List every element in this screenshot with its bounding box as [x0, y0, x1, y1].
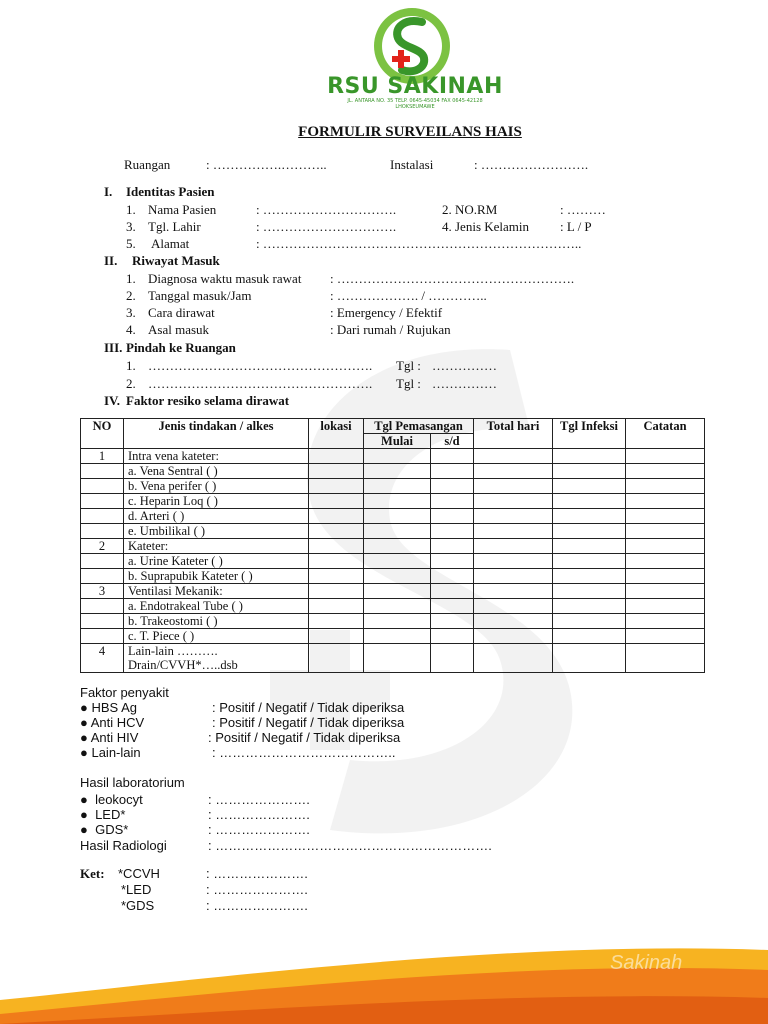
col-catatan: Catatan: [626, 419, 705, 449]
faktor-hbs-field[interactable]: : Positif / Negatif / Tidak diperiksa: [212, 700, 405, 715]
table-row: [81, 494, 705, 509]
instalasi-label: Instalasi: [390, 157, 434, 172]
alamat-field[interactable]: : ………………………………………………………………..: [256, 236, 582, 251]
cell-lokasi[interactable]: [309, 584, 364, 599]
cell-total[interactable]: [474, 464, 553, 479]
cell-catatan[interactable]: [626, 494, 705, 509]
logo-s-icon: [374, 8, 450, 84]
col-tgl-pemasangan: Tgl Pemasangan: [364, 419, 474, 434]
alamat-label: Alamat: [151, 236, 190, 251]
cell-lokasi[interactable]: [309, 524, 364, 539]
cell-jenis-text-2: Drain/CVVH*…..dsb: [128, 658, 238, 672]
cell-sd[interactable]: [431, 554, 474, 569]
lab-title: Hasil laboratorium: [80, 775, 185, 790]
cell-sd[interactable]: [431, 479, 474, 494]
ruangan-field[interactable]: : …………….………..: [206, 157, 327, 172]
faktor-hcv-label: ● Anti HCV: [80, 715, 145, 730]
cell-jenis-text: b. Trakeostomi ( ): [128, 614, 218, 628]
pindah-2-tgl-label: Tgl :: [396, 376, 421, 391]
tgl-lahir-field[interactable]: : ………………………….: [256, 219, 397, 234]
cell-sd[interactable]: [431, 614, 474, 629]
cell-infeksi[interactable]: [553, 569, 626, 584]
cell-total[interactable]: [474, 599, 553, 614]
col-sd: s/d: [431, 434, 474, 449]
cell-catatan[interactable]: [626, 524, 705, 539]
cell-mulai[interactable]: [364, 509, 431, 524]
cell-sd[interactable]: [431, 494, 474, 509]
cell-infeksi[interactable]: [553, 539, 626, 554]
cell-jenis: [124, 479, 309, 494]
cell-lokasi[interactable]: [309, 644, 364, 673]
cell-jenis: [124, 569, 309, 584]
cell-infeksi[interactable]: [553, 584, 626, 599]
section2-num: II.: [104, 253, 118, 268]
cell-no: [81, 464, 124, 479]
cell-total[interactable]: [474, 554, 553, 569]
cell-mulai[interactable]: [364, 614, 431, 629]
cell-jenis-text: b. Vena perifer ( ): [128, 479, 217, 493]
section2-title: Riwayat Masuk: [132, 253, 220, 268]
form-title: FORMULIR SURVEILANS HAIS: [298, 124, 522, 140]
cell-infeksi[interactable]: [553, 494, 626, 509]
cell-mulai[interactable]: [364, 599, 431, 614]
riwayat-4-num: 4.: [126, 322, 136, 337]
jenis-kelamin-label: 4. Jenis Kelamin: [442, 219, 530, 234]
table-row: [81, 539, 705, 554]
col-jenis: Jenis tindakan / alkes: [124, 419, 309, 449]
table-row: [81, 464, 705, 479]
cell-catatan[interactable]: [626, 569, 705, 584]
section3-title: Pindah ke Ruangan: [126, 340, 236, 355]
cell-lokasi[interactable]: [309, 479, 364, 494]
cell-infeksi[interactable]: [553, 554, 626, 569]
cell-total[interactable]: [474, 614, 553, 629]
ket-ccvh-label: *CCVH: [118, 866, 160, 881]
cell-catatan[interactable]: [626, 554, 705, 569]
cell-infeksi[interactable]: [553, 629, 626, 644]
cell-catatan[interactable]: [626, 464, 705, 479]
cell-catatan[interactable]: [626, 614, 705, 629]
cell-jenis-text: c. Heparin Loq ( ): [128, 494, 218, 508]
footer-logo-text: Sakinah: [610, 952, 683, 974]
cell-sd[interactable]: [431, 569, 474, 584]
cell-jenis-text: c. T. Piece ( ): [128, 629, 195, 643]
cell-catatan[interactable]: [626, 539, 705, 554]
cell-jenis-text: Ventilasi Mekanik:: [128, 584, 223, 598]
tgl-lahir-label: Tgl. Lahir: [148, 219, 201, 234]
cell-no: [81, 479, 124, 494]
cell-total[interactable]: [474, 449, 553, 464]
ket-gds-label: *GDS: [121, 898, 155, 913]
ket-ccvh-field[interactable]: : ………………….: [206, 866, 308, 881]
riwayat-2-num: 2.: [126, 288, 136, 303]
cell-mulai[interactable]: [364, 479, 431, 494]
table-row: [81, 614, 705, 629]
cell-jenis-text: e. Umbilikal ( ): [128, 524, 206, 538]
instalasi-field[interactable]: : …………………….: [474, 157, 589, 172]
cell-infeksi[interactable]: [553, 464, 626, 479]
faktor-hiv-field[interactable]: : Positif / Negatif / Tidak diperiksa: [208, 730, 401, 745]
table-row: [81, 629, 705, 644]
table-row: [81, 599, 705, 614]
cell-infeksi[interactable]: [553, 509, 626, 524]
cell-catatan[interactable]: [626, 629, 705, 644]
riwayat-4-label: Asal masuk: [148, 322, 210, 337]
pindah-1-num: 1.: [126, 358, 136, 373]
cell-no: [81, 554, 124, 569]
radiologi-label: Hasil Radiologi: [80, 838, 167, 853]
riwayat-3-label: Cara dirawat: [148, 305, 215, 320]
col-mulai: Mulai: [364, 434, 431, 449]
cell-lokasi[interactable]: [309, 494, 364, 509]
cell-no: [81, 629, 124, 644]
cell-jenis: [124, 539, 309, 554]
cell-lokasi[interactable]: [309, 629, 364, 644]
section1-num: I.: [104, 184, 113, 199]
cell-no: [81, 494, 124, 509]
pindah-1-tgl-field[interactable]: ……………: [432, 358, 497, 373]
norm-label: 2. NO.RM: [442, 202, 498, 217]
ket-gds-field[interactable]: : ………………….: [206, 898, 308, 913]
cell-jenis: [124, 614, 309, 629]
riwayat-4-field[interactable]: : Dari rumah / Rujukan: [330, 322, 451, 337]
cell-jenis: [124, 629, 309, 644]
cell-jenis-text: Kateter:: [128, 539, 169, 553]
col-lokasi: lokasi: [309, 419, 364, 449]
cell-lokasi[interactable]: [309, 449, 364, 464]
cell-jenis: [124, 584, 309, 599]
riwayat-3-field[interactable]: : Emergency / Efektif: [330, 305, 443, 320]
section4-num: IV.: [104, 393, 121, 408]
jenis-kelamin-field[interactable]: : L / P: [560, 219, 592, 234]
col-tgl-infeksi: Tgl Infeksi: [553, 419, 626, 449]
cell-total[interactable]: [474, 509, 553, 524]
cell-infeksi[interactable]: [553, 599, 626, 614]
logo-name: RSU SAKINAH: [327, 74, 503, 99]
riwayat-3-num: 3.: [126, 305, 136, 320]
cell-sd[interactable]: [431, 449, 474, 464]
table-row: [81, 644, 705, 673]
cell-lokasi[interactable]: [309, 599, 364, 614]
cell-catatan[interactable]: [626, 479, 705, 494]
cell-mulai[interactable]: [364, 464, 431, 479]
cell-mulai[interactable]: [364, 494, 431, 509]
cell-infeksi[interactable]: [553, 479, 626, 494]
section1-title: Identitas Pasien: [126, 184, 215, 199]
cell-catatan[interactable]: [626, 449, 705, 464]
cell-infeksi[interactable]: [553, 644, 626, 673]
lab-gds-label: ● GDS*: [80, 822, 129, 837]
alamat-num: 5.: [126, 236, 136, 251]
cell-sd[interactable]: [431, 584, 474, 599]
cell-jenis: [124, 644, 309, 673]
cell-no: [81, 569, 124, 584]
cell-lokasi[interactable]: [309, 554, 364, 569]
cell-total[interactable]: [474, 524, 553, 539]
cell-sd[interactable]: [431, 539, 474, 554]
lab-led-field[interactable]: : ………………….: [208, 807, 310, 822]
cell-jenis: [124, 524, 309, 539]
logo-address: JL. ANTARA NO. 35 TELP. 0645-45034 FAX 0645-42128 LHOKSEUMAWE: [347, 98, 483, 110]
cell-infeksi[interactable]: [553, 449, 626, 464]
nama-label: Nama Pasien: [148, 202, 217, 217]
riwayat-1-num: 1.: [126, 271, 136, 286]
cell-sd[interactable]: [431, 629, 474, 644]
cell-jenis-text: a. Vena Sentral ( ): [128, 464, 218, 478]
table-row: [81, 524, 705, 539]
cell-sd[interactable]: [431, 509, 474, 524]
table-row: [81, 449, 705, 464]
cell-no: 1: [81, 449, 124, 464]
cell-no: 3: [81, 584, 124, 599]
cell-jenis-text: b. Suprapubik Kateter ( ): [128, 569, 253, 583]
pindah-2-field[interactable]: …………………………………………….: [148, 376, 373, 391]
cell-mulai[interactable]: [364, 554, 431, 569]
cell-no: [81, 509, 124, 524]
cell-total[interactable]: [474, 479, 553, 494]
ruangan-label: Ruangan: [124, 157, 171, 172]
cell-sd[interactable]: [431, 599, 474, 614]
norm-field[interactable]: : ………: [560, 202, 606, 217]
cell-infeksi[interactable]: [553, 524, 626, 539]
radiologi-field[interactable]: : ……………………………………………………….: [208, 838, 492, 853]
cell-sd[interactable]: [431, 644, 474, 673]
cell-total[interactable]: [474, 644, 553, 673]
cell-mulai[interactable]: [364, 449, 431, 464]
cell-jenis-text: Intra vena kateter:: [128, 449, 219, 463]
tgl-lahir-num: 3.: [126, 219, 136, 234]
lab-gds-field[interactable]: : ………………….: [208, 822, 310, 837]
cell-total[interactable]: [474, 494, 553, 509]
cell-mulai[interactable]: [364, 539, 431, 554]
riwayat-1-label: Diagnosa waktu masuk rawat: [148, 271, 302, 286]
pindah-1-field[interactable]: …………………………………………….: [148, 358, 373, 373]
cell-total[interactable]: [474, 539, 553, 554]
cell-no: [81, 614, 124, 629]
cell-catatan[interactable]: [626, 644, 705, 673]
cell-mulai[interactable]: [364, 644, 431, 673]
cell-jenis-text: Lain-lain ……….: [128, 644, 218, 658]
riwayat-2-label: Tanggal masuk/Jam: [148, 288, 252, 303]
cell-lokasi[interactable]: [309, 539, 364, 554]
cell-jenis: [124, 509, 309, 524]
cell-infeksi[interactable]: [553, 614, 626, 629]
riwayat-1-field[interactable]: : ……………………………………………….: [330, 271, 575, 286]
faktor-hiv-label: ● Anti HIV: [80, 730, 139, 745]
cell-mulai[interactable]: [364, 584, 431, 599]
table-row: [81, 554, 705, 569]
faktor-lain-label: ● Lain-lain: [80, 745, 141, 760]
cell-sd[interactable]: [431, 464, 474, 479]
cell-sd[interactable]: [431, 524, 474, 539]
cell-catatan[interactable]: [626, 584, 705, 599]
cell-no: [81, 599, 124, 614]
table-row: [81, 584, 705, 599]
faktor-hbs-label: ● HBS Ag: [80, 700, 137, 715]
faktor-lain-field[interactable]: : …………………………………..: [212, 745, 396, 760]
cell-lokasi[interactable]: [309, 509, 364, 524]
cell-no: [81, 524, 124, 539]
cell-catatan[interactable]: [626, 509, 705, 524]
cell-lokasi[interactable]: [309, 614, 364, 629]
lab-leokocyt-label: ● leokocyt: [80, 792, 143, 807]
cell-jenis-text: a. Urine Kateter ( ): [128, 554, 223, 568]
pindah-2-tgl-field[interactable]: ……………: [432, 376, 497, 391]
riwayat-2-field[interactable]: : ………………. / …………..: [330, 288, 487, 303]
section3-num: III.: [104, 340, 123, 355]
cell-no: 2: [81, 539, 124, 554]
lab-leokocyt-field[interactable]: : ………………….: [208, 792, 310, 807]
cell-jenis: [124, 449, 309, 464]
cell-total[interactable]: [474, 584, 553, 599]
lab-led-label: ● LED*: [80, 807, 126, 822]
cell-catatan[interactable]: [626, 599, 705, 614]
faktor-hcv-field[interactable]: : Positif / Negatif / Tidak diperiksa: [212, 715, 405, 730]
section4-title: Faktor resiko selama dirawat: [126, 393, 290, 408]
cell-jenis: [124, 464, 309, 479]
cell-lokasi[interactable]: [309, 569, 364, 584]
col-no: NO: [81, 419, 124, 449]
cell-mulai[interactable]: [364, 569, 431, 584]
ket-led-label: *LED: [121, 882, 152, 897]
cell-total[interactable]: [474, 569, 553, 584]
risk-factor-table: [80, 418, 705, 673]
pindah-2-num: 2.: [126, 376, 136, 391]
cell-jenis: [124, 554, 309, 569]
faktor-title: Faktor penyakit: [80, 685, 169, 700]
nama-field[interactable]: : ………………………….: [256, 202, 397, 217]
cell-lokasi[interactable]: [309, 464, 364, 479]
pindah-1-tgl-label: Tgl :: [396, 358, 421, 373]
nama-num: 1.: [126, 202, 136, 217]
col-total-hari: Total hari: [474, 419, 553, 449]
ket-led-field[interactable]: : ………………….: [206, 882, 308, 897]
cell-jenis-text: a. Endotrakeal Tube ( ): [128, 599, 243, 613]
cell-jenis: [124, 494, 309, 509]
cell-mulai[interactable]: [364, 524, 431, 539]
table-row: [81, 509, 705, 524]
table-row: [81, 569, 705, 584]
cell-no: 4: [81, 644, 124, 673]
cell-jenis-text: d. Arteri ( ): [128, 509, 185, 523]
table-row: [81, 479, 705, 494]
cell-jenis: [124, 599, 309, 614]
cell-mulai[interactable]: [364, 629, 431, 644]
ket-label: Ket:: [80, 866, 105, 881]
cell-total[interactable]: [474, 629, 553, 644]
